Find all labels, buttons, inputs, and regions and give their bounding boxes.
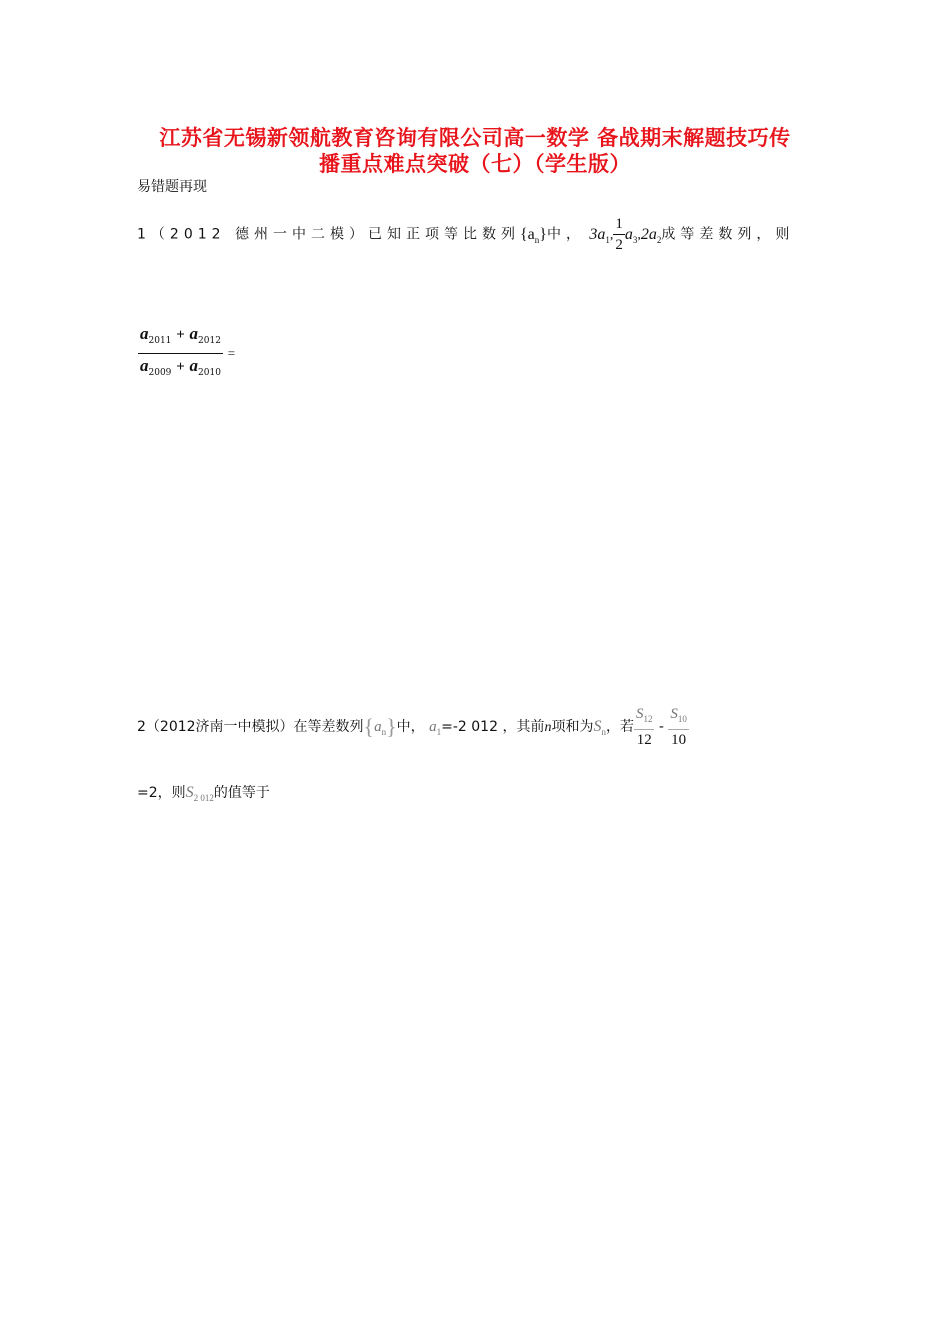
q2-mid-2: ，其前 — [502, 719, 545, 735]
q2-line2-suffix: 的值等于 — [213, 785, 270, 801]
q2-prefix: 2（2012济南一中模拟）在等差数列 — [137, 719, 364, 735]
section-heading: 易错题再现 — [137, 179, 207, 195]
q1-term-3: $2a_2$ — [640, 225, 662, 245]
q1-equals: = — [227, 345, 236, 361]
q1-half-fraction: $\frac{1}{2}$ — [615, 216, 623, 253]
q2-mid-4: ，若 — [605, 719, 634, 735]
document-title-line1: 江苏省无锡新领航教育咨询有限公司高一数学 备战期末解题技巧传 — [159, 126, 791, 150]
question-2 — [137, 704, 689, 750]
document-title-line2: 播重点难点突破（七）（学生版） — [319, 152, 631, 176]
q2-sum: $S_n$ — [593, 718, 606, 738]
q1-term-1: $3a_1$ — [589, 225, 610, 245]
q1-prefix: 1（2012 德州一中二模）已知正项等比数列 — [137, 226, 520, 243]
q2-a1-value: =-2 012 — [441, 719, 498, 735]
q2-line2-prefix: =2，则 — [137, 785, 186, 801]
q2-left-brace: { — [363, 714, 375, 739]
q2-minus: - — [658, 719, 664, 735]
q1-comma-2: , — [637, 227, 641, 243]
q1-sequence: $\{a_n\}$ — [520, 225, 547, 245]
question-2-line-2 — [137, 782, 270, 803]
q2-right-brace: } — [386, 714, 397, 739]
q2-fraction-1: $\frac{S_{12}}{12}$ — [635, 706, 653, 748]
q2-a1: $a_1$ — [429, 719, 442, 737]
q2-fraction-2: $\frac{S_{10}}{10}$ — [670, 706, 687, 748]
q2-mid-3: 项和为 — [551, 719, 594, 735]
q1-expression-fraction — [138, 322, 223, 385]
q2-s2012: $S_{2 012}$ — [185, 784, 214, 804]
q1-mid: 中， — [546, 226, 585, 243]
q1-comma-1: , — [609, 227, 614, 243]
question-1 — [137, 214, 794, 255]
q1-suffix: 成等差数列，则 — [661, 226, 795, 243]
q2-n: n — [544, 720, 552, 735]
q1-term-2: $a_3$ — [624, 225, 638, 245]
q2-mid-1: 中， — [396, 719, 425, 735]
q1-expression — [138, 322, 235, 385]
q1-expression-numerator: $a_{2011} + a_{2012}$ — [138, 322, 223, 354]
q2-sequence: $a_n$ — [374, 719, 387, 737]
q1-expression-denominator: $a_{2009} + a_{2010}$ — [140, 356, 221, 378]
